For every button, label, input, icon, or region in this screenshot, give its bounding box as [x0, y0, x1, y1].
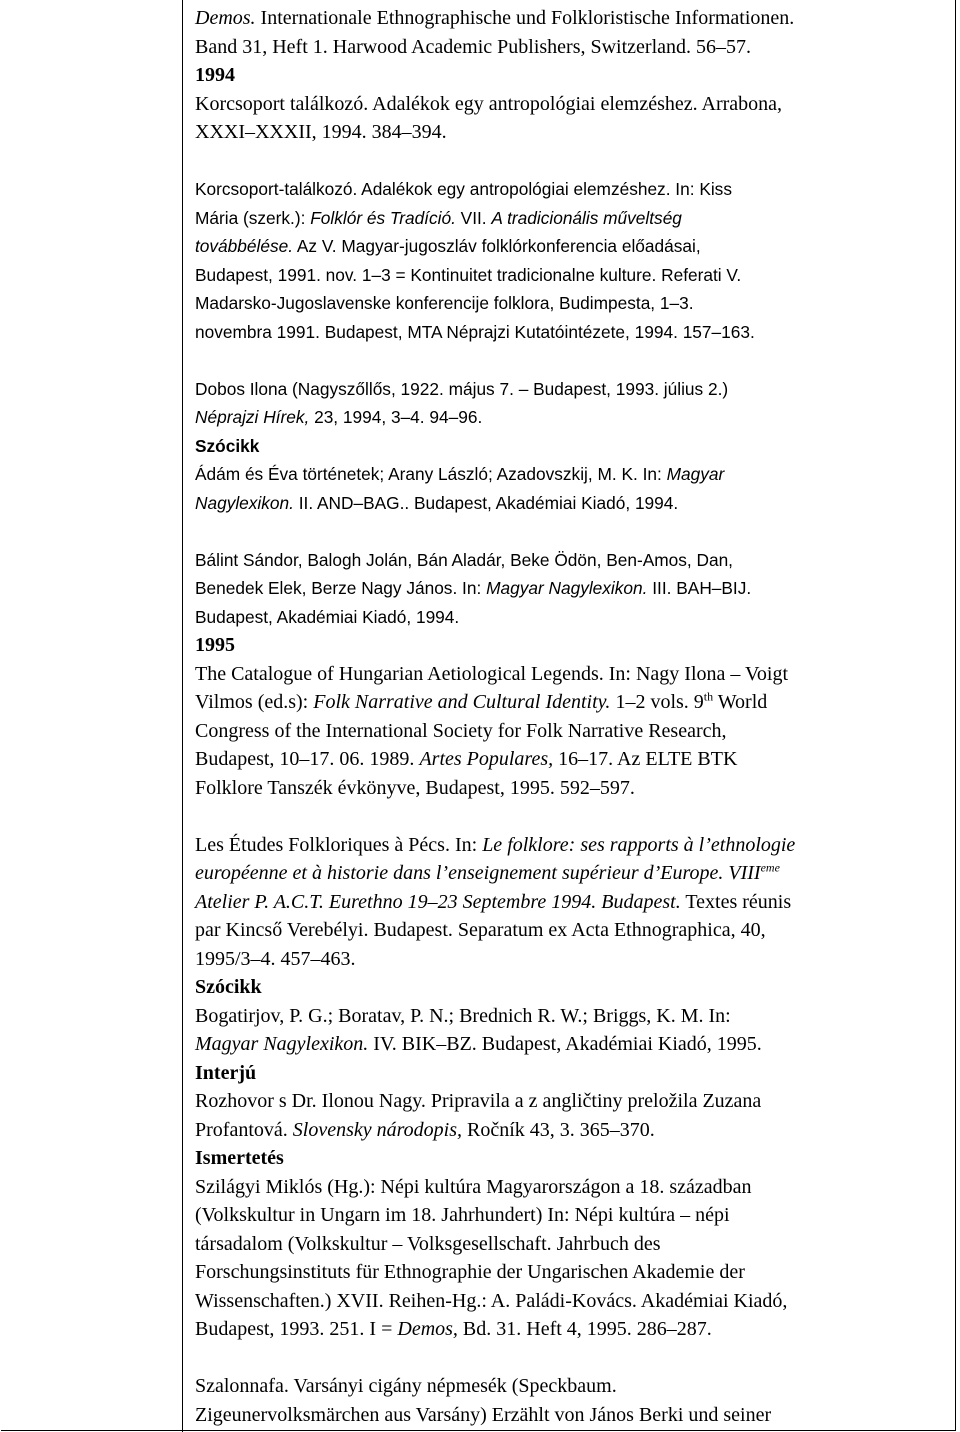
- text-segment: Ádám és Éva történetek; Arany László; Azadovszkij, M. K. In:: [195, 464, 667, 484]
- text-segment: 1995/3–4. 457–463.: [195, 947, 356, 970]
- text-line: [195, 403, 945, 432]
- text-segment: Textes réunis: [680, 890, 792, 913]
- text-segment: Benedek Elek, Berze Nagy János. In:: [195, 578, 487, 598]
- text-line: [195, 289, 945, 318]
- text-segment: VII.: [455, 207, 492, 228]
- text-segment: 1995: [195, 634, 235, 656]
- text-line: [195, 603, 945, 632]
- text-segment: The Catalogue of Hungarian Aetiological Legends. In: Nagy Ilona – Voigt: [195, 662, 789, 685]
- text-segment: Budapest, Akadémiai Kiadó, 1994.: [195, 606, 460, 627]
- text-segment: A tradicionális műveltség: [491, 207, 682, 228]
- text-line: [195, 745, 945, 774]
- text-segment: 23, 1994, 3–4. 94–96.: [309, 407, 483, 427]
- text-line: [195, 1030, 945, 1059]
- text-segment: Néprajzi Hírek,: [195, 407, 310, 427]
- text-line: [195, 118, 945, 147]
- text-line: [195, 717, 945, 746]
- text-line: [195, 432, 945, 461]
- text-line: [195, 888, 945, 917]
- text-segment: Ročník 43, 3. 365–370.: [462, 1118, 655, 1141]
- text-segment: Band 31, Heft 1. Harwood Academic Publishers, Switzerland. 56–57.: [195, 35, 752, 58]
- text-line: [195, 973, 945, 1002]
- text-segment: th: [703, 689, 714, 704]
- text-segment: Bd. 31. Heft 4, 1995. 286–287.: [457, 1318, 712, 1340]
- text-segment: Budapest, 1993. 251. I =: [195, 1318, 398, 1340]
- text-line: [195, 489, 945, 518]
- text-segment: Profantová.: [195, 1118, 293, 1141]
- text-segment: Artes Populares,: [419, 748, 554, 770]
- text-segment: Zigeunervolksmärchen aus Varsány) Erzählt von János Berki und seiner: [195, 1403, 772, 1426]
- text-line: [195, 90, 945, 119]
- text-line: [195, 318, 945, 347]
- text-line: [195, 1230, 945, 1259]
- text-segment: Folklore Tanszék évkönyve, Budapest, 1995. 592–597.: [195, 776, 635, 799]
- text-segment: Budapest, 1991. nov. 1–3 = Kontinuitet tradicionalne kulture. Referati V.: [195, 264, 742, 285]
- text-line: [195, 1002, 945, 1031]
- text-segment: Congress of the International Society for Folk Narrative Research,: [195, 719, 727, 742]
- text-segment: Magyar: [666, 464, 725, 484]
- text-segment: Az V. Magyar-jugoszláv folklórkonferencia előadásai,: [293, 236, 701, 256]
- text-segment: Folk Narrative and Cultural Identity.: [313, 691, 611, 713]
- text-segment: Szilágyi Miklós (Hg.): Népi kultúra Magyarországon a 18. században: [195, 1175, 752, 1198]
- blank-line: [195, 346, 945, 375]
- text-segment: Interjú: [195, 1061, 257, 1084]
- text-segment: novembra 1991. Budapest, MTA Néprajzi Kutatóintézete, 1994. 157–163.: [195, 321, 755, 342]
- text-segment: Magyar Nagylexikon.: [195, 1033, 369, 1055]
- text-segment: Budapest, 10–17. 06. 1989.: [195, 748, 420, 770]
- text-line: [195, 688, 945, 717]
- text-segment: Demos.: [195, 7, 256, 29]
- text-segment: III. BAH–BIJ.: [647, 578, 752, 598]
- text-segment: Folklór és Tradíció.: [310, 207, 456, 228]
- text-segment: Szócikk: [195, 976, 262, 998]
- text-line: [195, 460, 945, 489]
- text-line: [195, 232, 945, 261]
- text-segment: européenne et à historie dans l’enseignement supérieur d’Europe. VIII: [195, 862, 761, 884]
- text-segment: Forschungsinstituts für Ethnographie der Ungarischen Akademie der: [195, 1261, 745, 1283]
- text-segment: XXXI–XXXII, 1994. 384–394.: [195, 121, 447, 143]
- blank-line: [195, 517, 945, 546]
- text-line: [195, 33, 945, 62]
- text-line: [195, 175, 945, 204]
- text-segment: Szócikk: [195, 435, 260, 456]
- text-segment: társadalom (Volkskultur – Volksgesellschaft. Jahrbuch des: [195, 1232, 661, 1255]
- text-segment: Mária (szerk.):: [195, 207, 311, 228]
- text-line: [195, 574, 945, 603]
- text-line: [195, 774, 945, 803]
- column-divider: [182, 0, 183, 1432]
- text-segment: World: [713, 691, 768, 713]
- text-segment: Korcsoport találkozó. Adalékok egy antropológiai elemzéshez. Arrabona,: [195, 92, 783, 115]
- text-segment: (Volkskultur in Ungarn im 18. Jahrhundert) In: Népi kultúra – népi: [195, 1204, 730, 1226]
- text-line: [195, 1144, 945, 1173]
- text-line: [195, 1315, 945, 1344]
- text-line: [195, 1287, 945, 1316]
- text-line: [195, 631, 945, 660]
- text-segment: Magyar Nagylexikon.: [486, 578, 648, 598]
- text-line: [195, 546, 945, 575]
- text-segment: Internationale Ethnographische und Folkloristische Informationen.: [255, 7, 795, 29]
- text-line: [195, 1258, 945, 1287]
- text-segment: eme: [760, 860, 780, 875]
- text-line: [195, 375, 945, 404]
- text-segment: Bálint Sándor, Balogh Jolán, Bán Aladár, Beke Ödön, Ben-Amos, Dan,: [195, 549, 733, 570]
- text-line: [195, 261, 945, 290]
- text-line: [195, 1401, 945, 1430]
- text-segment: Bogatirjov, P. G.; Boratav, P. N.; Brednich R. W.; Briggs, K. M. In:: [195, 1004, 731, 1027]
- text-segment: par Kincső Verebélyi. Budapest. Separatum ex Acta Ethnographica, 40,: [195, 919, 766, 941]
- text-segment: Vilmos (ed.s):: [195, 691, 314, 713]
- text-segment: továbbélése.: [195, 236, 294, 256]
- text-line: [195, 831, 945, 860]
- text-segment: Nagylexikon.: [195, 492, 294, 513]
- text-segment: Wissenschaften.) XVII. Reihen-Hg.: A. Paládi-Kovács. Akadémiai Kiadó,: [195, 1289, 788, 1312]
- text-segment: Demos,: [397, 1318, 458, 1340]
- text-line: [195, 1173, 945, 1202]
- text-line: [195, 1116, 945, 1145]
- text-line: [195, 4, 945, 33]
- text-line: [195, 859, 945, 888]
- text-line: [195, 1372, 945, 1401]
- text-segment: Rozhovor s Dr. Ilonou Nagy. Pripravila a z angličtiny preložila Zuzana: [195, 1090, 762, 1112]
- text-segment: II. AND–BAG.. Budapest, Akadémiai Kiadó, 1994.: [293, 492, 679, 513]
- bibliography-text: [195, 4, 945, 1429]
- text-segment: Korcsoport-találkozó. Adalékok egy antropológiai elemzéshez. In: Kiss: [195, 179, 732, 199]
- text-segment: IV. BIK–BZ. Budapest, Akadémiai Kiadó, 1995.: [368, 1033, 762, 1055]
- text-segment: Les Études Folkloriques à Pécs. In:: [195, 833, 483, 856]
- text-segment: 1994: [195, 64, 235, 86]
- blank-line: [195, 802, 945, 831]
- text-segment: Madarsko-Jugoslavenske konferencije folklora, Budimpesta, 1–3.: [195, 293, 694, 313]
- text-line: [195, 1059, 945, 1088]
- text-line: [195, 204, 945, 233]
- text-line: [195, 916, 945, 945]
- text-line: [195, 660, 945, 689]
- blank-line: [195, 1344, 945, 1373]
- text-line: [195, 1201, 945, 1230]
- text-segment: 1–2 vols. 9: [610, 691, 704, 713]
- text-line: [195, 945, 945, 974]
- text-segment: Ismertetés: [195, 1147, 284, 1169]
- text-segment: Szalonnafa. Varsányi cigány népmesék (Speckbaum.: [195, 1375, 617, 1397]
- blank-line: [195, 147, 945, 176]
- text-segment: Slovensky národopis,: [292, 1118, 462, 1141]
- text-segment: Le folklore: ses rapports à l’ethnologie: [482, 833, 796, 856]
- text-line: [195, 1087, 945, 1116]
- text-segment: Dobos Ilona (Nagyszőllős, 1922. május 7. – Budapest, 1993. július 2.): [195, 378, 729, 399]
- text-line: [195, 61, 945, 90]
- text-segment: 16–17. Az ELTE BTK: [553, 748, 738, 770]
- text-segment: Atelier P. A.C.T. Eurethno 19–23 Septembre 1994. Budapest.: [195, 890, 681, 913]
